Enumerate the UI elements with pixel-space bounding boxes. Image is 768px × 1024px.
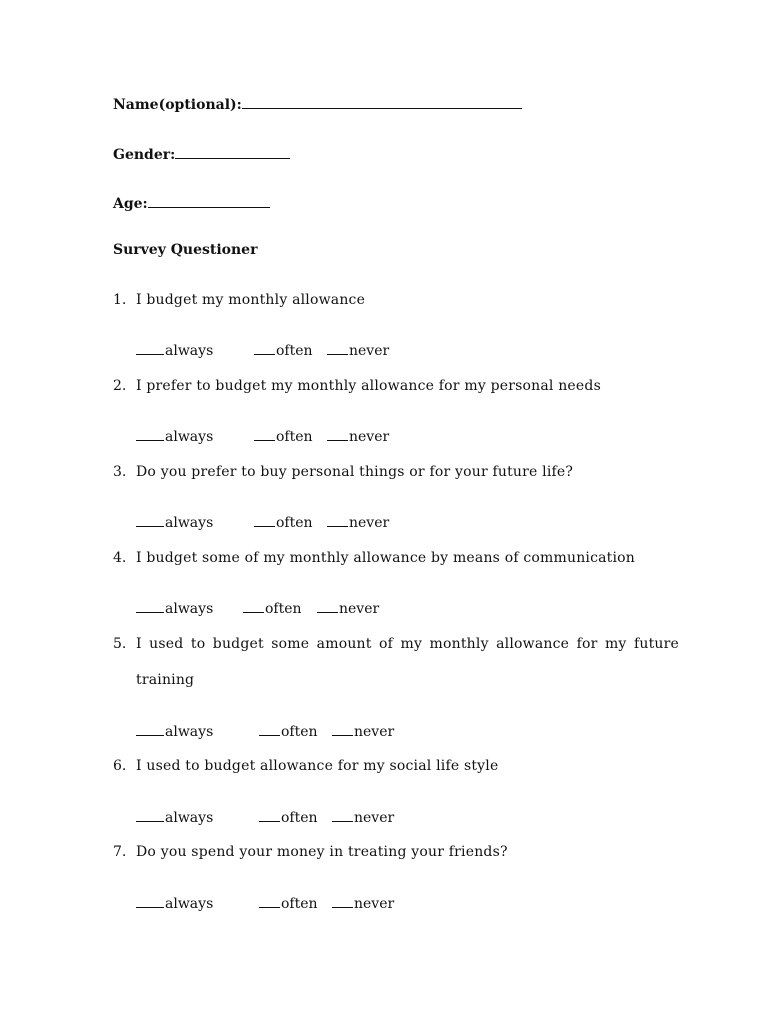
option-often[interactable]: often	[259, 721, 318, 740]
question-2	[113, 368, 679, 404]
name-label: Name(optional):	[113, 97, 242, 113]
option-always[interactable]: always	[136, 721, 213, 740]
gender-blank-line[interactable]	[175, 143, 290, 159]
question-text: Do you prefer to buy personal things or for your future life?	[136, 464, 574, 480]
question-number: 1.	[113, 292, 127, 308]
question-5	[113, 626, 679, 698]
option-often[interactable]: often	[254, 512, 313, 531]
question-text: Do you spend your money in treating your friends?	[136, 844, 508, 860]
option-always[interactable]: always	[136, 512, 213, 531]
option-always[interactable]: always	[136, 426, 213, 445]
option-often[interactable]: often	[254, 426, 313, 445]
option-always[interactable]: always	[136, 598, 213, 617]
gender-field	[113, 143, 290, 163]
question-3	[113, 454, 679, 490]
question-number: 7.	[113, 844, 127, 860]
section-title: Survey Questioner	[113, 242, 258, 258]
option-often[interactable]: often	[243, 598, 302, 617]
option-always[interactable]: always	[136, 340, 213, 359]
option-often[interactable]: often	[259, 893, 318, 912]
option-never[interactable]: never	[332, 807, 394, 826]
option-often[interactable]: often	[254, 340, 313, 359]
option-always[interactable]: always	[136, 893, 213, 912]
question-4	[113, 540, 679, 576]
option-always[interactable]: always	[136, 807, 213, 826]
question-number: 4.	[113, 550, 127, 566]
question-number: 5.	[113, 636, 127, 652]
question-number: 6.	[113, 758, 127, 774]
question-text: I used to budget allowance for my social life style	[136, 758, 499, 774]
option-often[interactable]: often	[259, 807, 318, 826]
question-text: I budget my monthly allowance	[136, 292, 366, 308]
name-field	[113, 93, 522, 113]
option-never[interactable]: never	[327, 340, 389, 359]
name-blank-line[interactable]	[242, 93, 522, 109]
question-number: 3.	[113, 464, 127, 480]
age-blank-line[interactable]	[148, 192, 270, 208]
question-1	[113, 282, 679, 318]
option-never[interactable]: never	[327, 512, 389, 531]
question-7	[113, 834, 679, 870]
question-6	[113, 748, 679, 784]
option-never[interactable]: never	[317, 598, 379, 617]
question-text: I used to budget some amount of my monthly allowance for my future training	[136, 636, 679, 688]
option-never[interactable]: never	[327, 426, 389, 445]
option-never[interactable]: never	[332, 721, 394, 740]
age-label: Age:	[113, 196, 148, 212]
age-field	[113, 192, 270, 212]
question-text: I budget some of my monthly allowance by means of communication	[136, 550, 636, 566]
option-never[interactable]: never	[332, 893, 394, 912]
question-text: I prefer to budget my monthly allowance for my personal needs	[136, 378, 601, 394]
question-number: 2.	[113, 378, 127, 394]
gender-label: Gender:	[113, 147, 176, 163]
